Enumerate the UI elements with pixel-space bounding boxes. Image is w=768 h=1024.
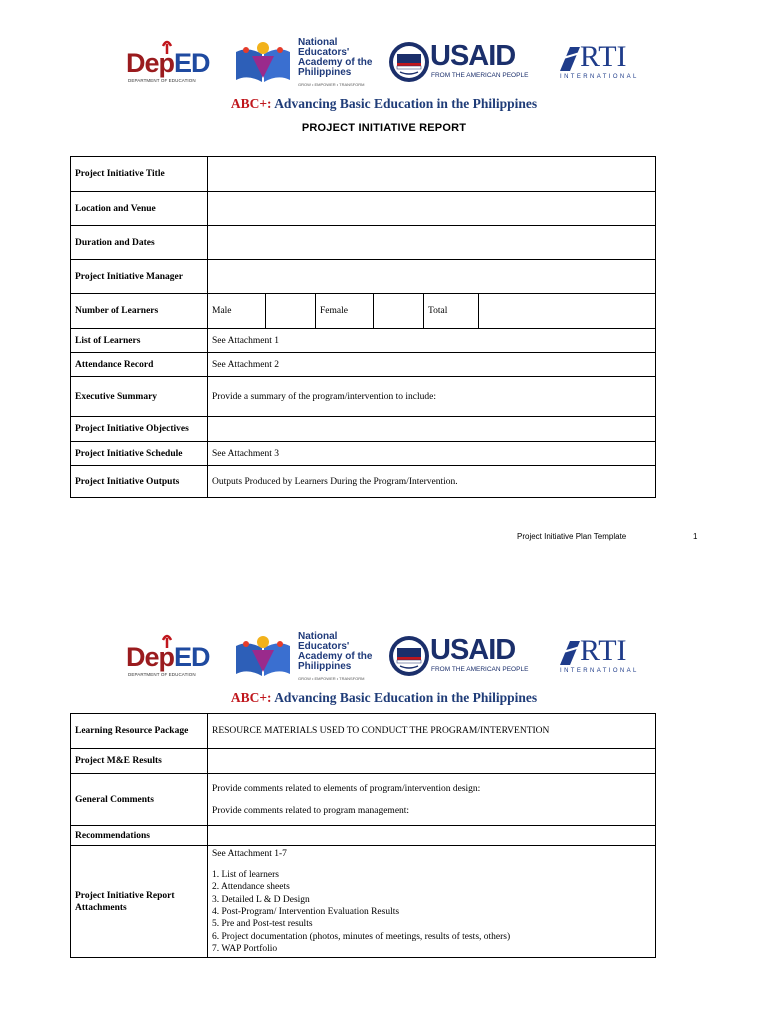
row-value-field[interactable]: RESOURCE MATERIALS USED TO CONDUCT THE PROGRAM/INTERVENTION [208, 714, 656, 749]
row-value-field[interactable] [208, 192, 656, 226]
list-item: 6. Project documentation (photos, minutes of meetings, results of tests, others) [212, 931, 511, 942]
male-count-field[interactable] [266, 294, 316, 329]
rti-mark-icon [558, 639, 582, 667]
row-label: Project Initiative Outputs [71, 466, 208, 498]
deped-word-dep: Dep [126, 642, 175, 672]
table-row [71, 466, 656, 498]
rti-subtitle: INTERNATIONAL [560, 74, 639, 80]
list-item: 5. Pre and Post-test results [212, 919, 313, 930]
usaid-word: USAID [430, 40, 516, 72]
attachments-field[interactable] [208, 846, 656, 958]
usaid-seal-icon [388, 633, 430, 679]
usaid-seal-icon [388, 39, 430, 85]
program-name: Advancing Basic Education in the Philippines [274, 690, 538, 705]
logo-strip [122, 630, 642, 684]
logo-strip [122, 36, 642, 90]
row-label: Executive Summary [71, 377, 208, 417]
deped-subtitle: DEPARTMENT OF EDUCATION [128, 78, 196, 83]
report-title: PROJECT INITIATIVE REPORT [301, 122, 467, 134]
program-name: Advancing Basic Education in the Philippines [274, 96, 538, 111]
table-row [71, 749, 656, 774]
row-value-field[interactable] [208, 417, 656, 442]
neap-name: National Educators' Academy of the Philippines [298, 631, 373, 672]
table-row [71, 260, 656, 294]
row-label: General Comments [71, 774, 208, 826]
row-label: Project Initiative Objectives [71, 417, 208, 442]
program-title [0, 96, 768, 112]
row-label: Learning Resource Package [71, 714, 208, 749]
list-item: 1. List of learners [212, 870, 280, 881]
row-value-field[interactable]: Provide a summary of the program/intervention to include: [208, 377, 656, 417]
recommendations-field[interactable] [208, 826, 656, 846]
row-value-field[interactable] [208, 226, 656, 260]
program-prefix: ABC+: [230, 96, 272, 111]
rti-subtitle: INTERNATIONAL [560, 668, 639, 674]
neap-emblem-icon [232, 38, 294, 88]
table-row-learners [71, 294, 656, 329]
neap-tagline: GROW • EMPOWER • TRANSFORM [298, 82, 365, 87]
row-value-field[interactable]: See Attachment 1 [208, 329, 656, 353]
table-row [71, 442, 656, 466]
rti-logo [556, 42, 646, 88]
row-value-field[interactable]: See Attachment 2 [208, 353, 656, 377]
usaid-logo [388, 630, 538, 684]
row-label: Duration and Dates [71, 226, 208, 260]
female-label: Female [316, 294, 374, 329]
rti-logo [556, 636, 646, 682]
row-value-field[interactable]: See Attachment 3 [208, 442, 656, 466]
usaid-subtitle: FROM THE AMERICAN PEOPLE [431, 666, 529, 673]
row-label: Project Initiative Schedule [71, 442, 208, 466]
rti-mark-icon [558, 45, 582, 73]
deped-word-ed: ED [174, 642, 210, 672]
table-row [71, 226, 656, 260]
row-value-field[interactable] [208, 260, 656, 294]
table-row [71, 192, 656, 226]
table-row [71, 377, 656, 417]
deped-logo [126, 644, 212, 680]
page-number: 1 [693, 532, 698, 541]
neap-tagline: GROW • EMPOWER • TRANSFORM [298, 676, 365, 681]
neap-name: National Educators' Academy of the Philippines [298, 37, 373, 78]
row-value-field[interactable] [208, 157, 656, 192]
table-row [71, 157, 656, 192]
usaid-subtitle: FROM THE AMERICAN PEOPLE [431, 72, 529, 79]
row-label: Attendance Record [71, 353, 208, 377]
deped-word-ed: ED [174, 48, 210, 78]
comment-prompt-design: Provide comments related to elements of program/intervention design: [212, 783, 481, 794]
table-row [71, 826, 656, 846]
table-row [71, 353, 656, 377]
row-label: Recommendations [71, 826, 208, 846]
usaid-word: USAID [430, 634, 516, 666]
project-report-table-continued [70, 713, 656, 958]
attachments-intro: See Attachment 1-7 [212, 848, 287, 859]
table-row [71, 774, 656, 826]
female-count-field[interactable] [374, 294, 424, 329]
neap-emblem-icon [232, 632, 294, 682]
table-row [71, 329, 656, 353]
list-item: 7. WAP Portfolio [212, 943, 278, 954]
total-count-field[interactable] [479, 294, 656, 329]
deped-logo [126, 50, 212, 86]
general-comments-field[interactable] [208, 774, 656, 826]
total-label: Total [424, 294, 479, 329]
row-label: List of Learners [71, 329, 208, 353]
row-label: Project Initiative Manager [71, 260, 208, 294]
table-row [71, 714, 656, 749]
neap-logo [232, 38, 402, 90]
row-value-field[interactable]: Outputs Produced by Learners During the Program/Intervention. [208, 466, 656, 498]
row-label: Number of Learners [71, 294, 208, 329]
row-label: Location and Venue [71, 192, 208, 226]
list-item: 2. Attendance sheets [212, 882, 290, 893]
row-label: Project Initiative Report Attachments [71, 846, 208, 958]
project-report-table [70, 156, 656, 498]
table-row [71, 417, 656, 442]
rti-word: RTI [580, 634, 627, 667]
comment-prompt-management: Provide comments related to program management: [212, 805, 410, 816]
list-item: 4. Post-Program/ Intervention Evaluation Results [212, 907, 400, 917]
program-prefix: ABC+: [230, 690, 272, 705]
row-value-field[interactable] [208, 749, 656, 774]
table-row [71, 846, 656, 958]
usaid-logo [388, 36, 538, 90]
neap-logo [232, 632, 402, 684]
row-label: Project Initiative Title [71, 157, 208, 192]
list-item: 3. Detailed L & D Design [212, 894, 310, 905]
male-label: Male [208, 294, 266, 329]
program-title [0, 690, 768, 706]
deped-word-dep: Dep [126, 48, 175, 78]
deped-subtitle: DEPARTMENT OF EDUCATION [128, 672, 196, 677]
rti-word: RTI [580, 40, 627, 73]
row-label: Project M&E Results [71, 749, 208, 774]
footer-template-name: Project Initiative Plan Template [517, 532, 627, 541]
